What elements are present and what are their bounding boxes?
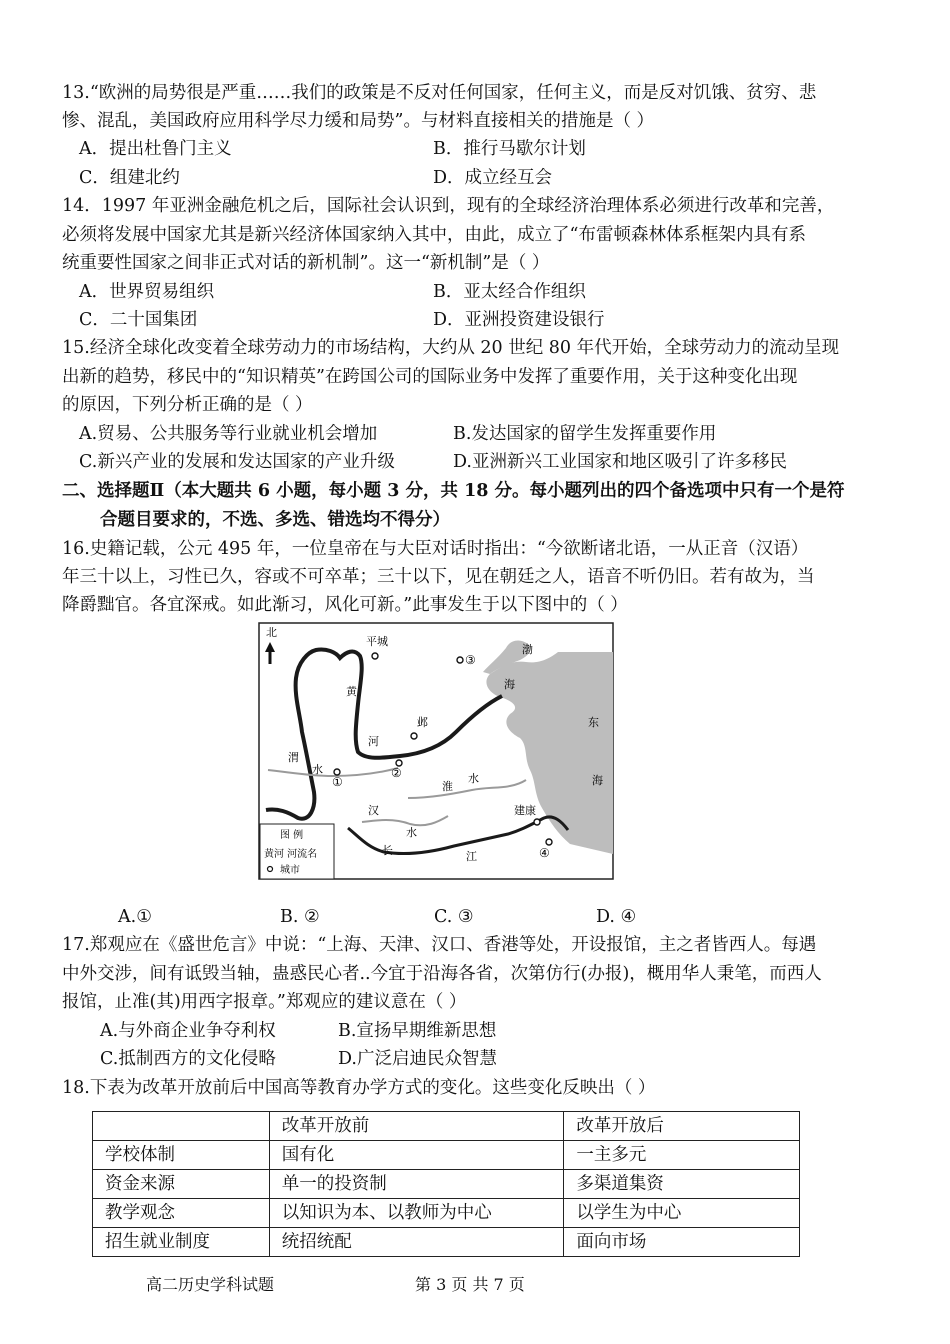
table-cell: 招生就业制度 [93,1228,270,1257]
table-row [93,1199,800,1228]
q14-line1: 14．1997 年亚洲金融危机之后，国际社会认识到，现有的全球经济治理体系必须进行改革和完善， [62,196,835,216]
q17-line1: 17.郑观应在《盛世危言》中说：“上海、天津、汉口、香港等处，开设报馆，主之者皆西人。每遇 [62,935,817,955]
legend-city-icon [268,867,273,872]
north-label: 北 [266,626,277,639]
table-header-cell: 改革开放前 [269,1112,564,1141]
marker-4-label: ④ [539,846,550,860]
q15-option-d: D.亚洲新兴工业国家和地区吸引了许多移民 [453,452,787,472]
q15-line2: 出新的趋势，移民中的“知识精英”在跨国公司的国际业务中发挥了重要作用，关于这种变化出现 [62,367,798,387]
table-cell: 单一的投资制 [269,1170,564,1199]
footer-page-number: 第 3 页 共 7 页 [415,1275,525,1294]
river-label-huang: 黄 [346,685,357,698]
river-label-jiang: 江 [466,850,477,863]
river-label-wei-shui: 水 [312,763,323,776]
table-cell: 资金来源 [93,1170,270,1199]
river-label-han: 汉 [368,804,379,817]
city-marker-ye [411,733,417,739]
q16-option-d: D. ④ [596,907,637,927]
education-change-table [92,1111,800,1257]
city-marker-pingcheng [372,653,378,659]
historical-map [258,622,614,880]
q15-option-b: B.发达国家的留学生发挥重要作用 [453,424,717,444]
q13-line1: 13.“欧洲的局势很是严重……我们的政策是不反对任何国家，任何主义，而是反对饥饿、贫穷、悲 [62,83,817,103]
river-label-han-shui: 水 [406,826,417,839]
q16-line3: 降爵黜官。各宜深戒。如此渐习，风化可新。”此事发生于以下图中的（ ） [62,595,628,615]
q14-option-d: D．亚洲投资建设银行 [433,310,605,330]
q18-line1: 18.下表为改革开放前后中国高等教育办学方式的变化。这些变化反映出（ ） [62,1078,656,1098]
river-label-wei: 渭 [288,751,299,764]
q16-line1: 16.史籍记载，公元 495 年，一位皇帝在与大臣对话时指出：“今欲断诸北语，一从正音（汉语） [62,539,809,559]
sea-label-bo: 渤 [522,643,533,656]
table-header-row [93,1112,800,1141]
river-label-huai-shui: 水 [468,772,479,785]
q17-option-c: C.抵制西方的文化侵略 [100,1049,276,1069]
sea-label-dong: 东 [588,716,599,729]
q17-option-d: D.广泛启迪民众智慧 [338,1049,497,1069]
sea-label-hai: 海 [504,678,515,691]
city-marker-jiankang [534,819,540,825]
legend-title: 图 例 [280,830,304,841]
q15-option-a: A.贸易、公共服务等行业就业机会增加 [79,424,378,444]
table-cell: 教学观念 [93,1199,270,1228]
table-cell: 国有化 [269,1141,564,1170]
table-row [93,1170,800,1199]
q13-option-c: C．组建北约 [79,168,180,188]
sea-label-hai-2: 海 [592,774,603,787]
section2-heading-line2: 合题目要求的，不选、多选、错选均不得分） [100,510,450,530]
q14-option-b: B．亚太经合作组织 [433,282,586,302]
table-cell: 统招统配 [269,1228,564,1257]
q16-option-c: C. ③ [434,907,474,927]
table-cell: 多渠道集资 [564,1170,800,1199]
q15-line1: 15.经济全球化改变着全球劳动力的市场结构，大约从 20 世纪 80 年代开始，全球劳动力的流动呈现 [62,338,840,358]
q13-option-b: B．推行马歇尔计划 [433,139,586,159]
legend-river-label: 黄河 河流名 [264,849,318,860]
q13-option-a: A．提出杜鲁门主义 [79,139,232,159]
table-cell: 面向市场 [564,1228,800,1257]
section2-heading-line1: 二、选择题Ⅱ（本大题共 6 小题，每小题 3 分，共 18 分。每小题列出的四个备选项中只有一个是符 [62,481,845,501]
q14-option-a: A．世界贸易组织 [79,282,215,302]
q16-option-a: A.① [118,907,152,927]
river-label-huai: 淮 [442,780,453,793]
q14-line3: 统重要性国家之间非正式对话的新机制”。这一“新机制”是（ ） [62,253,550,273]
table-cell: 一主多元 [564,1141,800,1170]
city-label-pingcheng: 平城 [366,635,388,648]
q13-option-d: D．成立经互会 [433,168,553,188]
city-label-jiankang: 建康 [514,804,536,817]
river-label-chang: 长 [382,844,393,857]
q17-option-a: A.与外商企业争夺利权 [100,1021,276,1041]
q17-option-b: B.宣扬早期维新思想 [338,1021,497,1041]
table-cell: 学校体制 [93,1141,270,1170]
table-header-cell: 改革开放后 [564,1112,800,1141]
q16-option-b: B. ② [280,907,320,927]
table-cell: 以学生为中心 [564,1199,800,1228]
q17-line3: 报馆，止准(其)用西字报章。”郑观应的建议意在（ ） [62,992,467,1012]
table-row [93,1141,800,1170]
table-row [93,1228,800,1257]
marker-3-label: ③ [465,653,476,667]
marker-1-label: ① [332,775,343,789]
table-header-cell [93,1112,270,1141]
table-cell: 以知识为本、以教师为中心 [269,1199,564,1228]
q14-option-c: C．二十国集团 [79,310,198,330]
legend-city-label: 城市 [280,865,300,876]
footer-subject: 高二历史学科试题 [146,1275,275,1294]
city-label-ye: 邺 [417,716,428,729]
q14-line2: 必须将发展中国家尤其是新兴经济体国家纳入其中，由此，成立了“布雷顿森林体系框架内具有系 [62,225,806,245]
marker-3-dot [457,657,463,663]
q13-line2: 惨、混乱，美国政府应用科学尽力缓和局势”。与材料直接相关的措施是（ ） [62,111,655,131]
q17-line2: 中外交涉，间有诋毁当轴，蛊惑民心者..今宜于沿海各省，次第仿行(办报)，概用华人秉笔，而西人 [62,964,822,984]
q15-line3: 的原因，下列分析正确的是（ ） [62,395,313,415]
river-label-he: 河 [368,735,379,748]
marker-2-label: ② [391,766,402,780]
marker-4-dot [546,839,552,845]
q16-line2: 年三十以上，习性已久，容或不可卒革；三十以下，见在朝廷之人，语音不听仍旧。若有故为，当 [62,567,815,587]
q15-option-c: C.新兴产业的发展和发达国家的产业升级 [79,452,395,472]
